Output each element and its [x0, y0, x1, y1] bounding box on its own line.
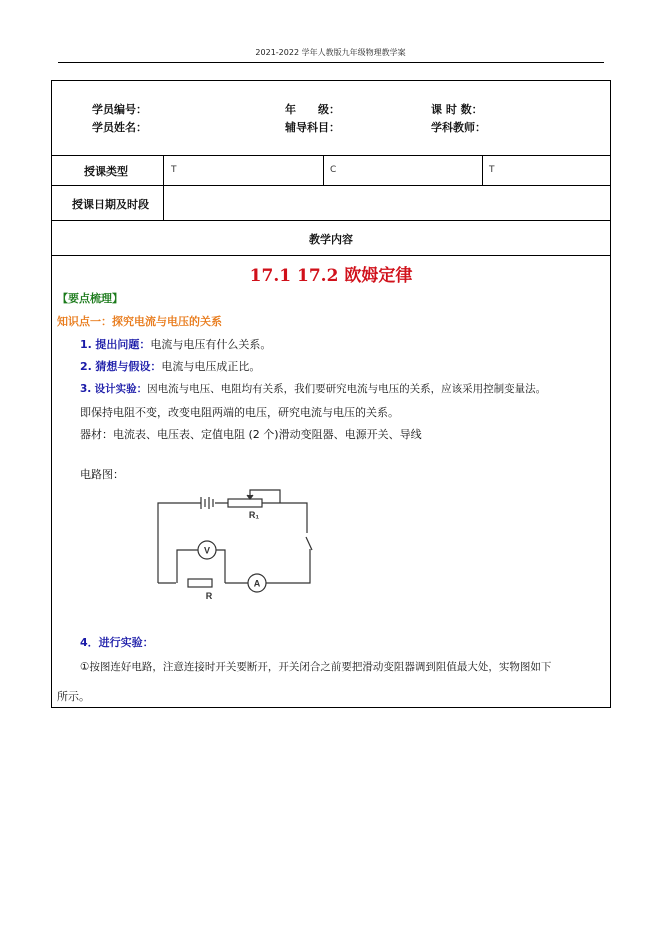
step-4-text-cont: 所示。 [57, 690, 90, 703]
resistor-label: R [205, 591, 213, 601]
lesson-date-label: 授课日期及时段 [72, 198, 149, 211]
page-header: 2021-2022 学年人教版九年级物理教学案 [255, 48, 406, 57]
step-4-text: ①按图连好电路，注意连接时开关要断开，开关闭合之前要把滑动变阻器调到阻值最大处，实物图如下 [80, 661, 552, 673]
item-heading: 猜想与假设： [95, 360, 162, 373]
student-name-label: 学员姓名： [92, 121, 147, 134]
lesson-type-label: 授课类型 [84, 165, 128, 178]
knowledge-point-heading: 知识点一：探究电流与电压的关系 [57, 315, 222, 328]
equipment-text: 器材：电流表、电压表、定值电阻 (2 个)滑动变阻器、电源开关、导线 [80, 428, 422, 441]
rheostat-label: R₁ [248, 510, 260, 520]
item-text: 电流与电压成正比。 [161, 360, 261, 373]
step-4-heading: 4．进行实验： [80, 636, 154, 649]
hours-label: 课 时 数： [431, 103, 483, 116]
content-heading: 教学内容 [309, 233, 353, 246]
item-text: 电流与电压有什么关系。 [150, 338, 272, 351]
item-number: 1. [80, 338, 92, 351]
teacher-label: 学科教师： [431, 121, 486, 134]
section-heading: 【要点梳理】 [57, 292, 123, 305]
subject-label: 辅导科目： [285, 121, 340, 134]
ammeter-label: A [253, 578, 261, 589]
student-id-label: 学员编号： [92, 103, 147, 116]
rheostat-r1 [228, 499, 262, 507]
lesson-type-cell[interactable]: T [171, 165, 177, 175]
item-text: 因电流与电压、电阻均有关系，我们要研究电流与电压的关系，应该采用控制变量法。 [147, 383, 547, 395]
item-number: 2. [80, 360, 92, 373]
item-heading: 设计实验： [94, 383, 148, 395]
switch-icon [306, 537, 312, 550]
circuit-label: 电路图： [80, 468, 124, 481]
lesson-type-cell[interactable]: C [330, 165, 337, 175]
lesson-type-cell[interactable]: T [489, 165, 495, 175]
item-heading: 提出问题： [95, 338, 151, 351]
lesson-title: 17.1 17.2 欧姆定律 [249, 266, 413, 286]
resistor-r [188, 579, 212, 587]
item-number: 3. [80, 383, 92, 395]
voltmeter-label: V [203, 545, 211, 556]
keep-resistance-text: 即保持电阻不变，改变电阻两端的电压，研究电流与电压的关系。 [80, 406, 399, 419]
circuit-wires [158, 503, 310, 583]
grade-label: 年 级： [285, 103, 340, 116]
